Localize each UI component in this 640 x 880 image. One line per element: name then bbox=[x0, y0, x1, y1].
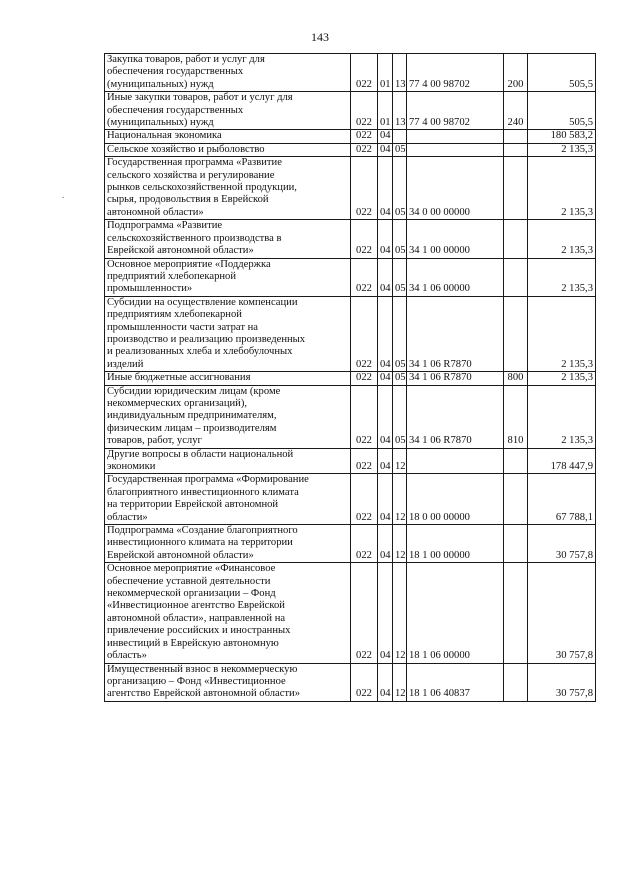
amount-cell: 178 447,9 bbox=[528, 448, 596, 474]
expense-type-cell: 800 bbox=[504, 372, 528, 385]
table-row bbox=[105, 372, 596, 385]
target-article-cell bbox=[407, 448, 504, 474]
scan-mark: . bbox=[62, 190, 65, 200]
target-article-cell: 34 1 00 00000 bbox=[407, 220, 504, 258]
table-row bbox=[105, 474, 596, 525]
target-article-cell: 77 4 00 98702 bbox=[407, 92, 504, 130]
amount-cell: 505,5 bbox=[528, 92, 596, 130]
amount-cell: 2 135,3 bbox=[528, 296, 596, 371]
dept-code-cell: 022 bbox=[351, 296, 378, 371]
section-code-cell: 04 bbox=[378, 143, 393, 156]
table-row bbox=[105, 296, 596, 371]
page-number: 143 bbox=[311, 30, 329, 44]
dept-code-cell: 022 bbox=[351, 563, 378, 663]
subsection-code-cell: 12 bbox=[393, 563, 407, 663]
expense-type-cell bbox=[504, 143, 528, 156]
item-name-cell: Подпрограмма «Создание благоприятного инвестиционного климата на территории Еврейской автономной области» bbox=[105, 525, 351, 563]
table-row bbox=[105, 663, 596, 701]
amount-cell: 2 135,3 bbox=[528, 157, 596, 220]
target-article-cell: 34 1 06 R7870 bbox=[407, 372, 504, 385]
dept-code-cell: 022 bbox=[351, 385, 378, 448]
target-article-cell: 18 1 06 00000 bbox=[407, 563, 504, 663]
section-code-cell: 04 bbox=[378, 372, 393, 385]
section-code-cell: 04 bbox=[378, 525, 393, 563]
amount-cell: 2 135,3 bbox=[528, 258, 596, 296]
budget-table-body bbox=[105, 54, 596, 702]
section-code-cell: 04 bbox=[378, 130, 393, 143]
section-code-cell: 04 bbox=[378, 220, 393, 258]
subsection-code-cell: 13 bbox=[393, 92, 407, 130]
section-code-cell: 04 bbox=[378, 385, 393, 448]
section-code-cell: 04 bbox=[378, 296, 393, 371]
target-article-cell: 18 1 06 40837 bbox=[407, 663, 504, 701]
subsection-code-cell: 05 bbox=[393, 220, 407, 258]
item-name-cell: Основное мероприятие «Поддержка предприятий хлебопекарной промышленности» bbox=[105, 258, 351, 296]
section-code-cell: 04 bbox=[378, 563, 393, 663]
target-article-cell: 18 0 00 00000 bbox=[407, 474, 504, 525]
amount-cell: 2 135,3 bbox=[528, 220, 596, 258]
subsection-code-cell: 13 bbox=[393, 54, 407, 92]
amount-cell: 30 757,8 bbox=[528, 563, 596, 663]
dept-code-cell: 022 bbox=[351, 448, 378, 474]
amount-cell: 505,5 bbox=[528, 54, 596, 92]
subsection-code-cell: 05 bbox=[393, 385, 407, 448]
table-row bbox=[105, 130, 596, 143]
amount-cell: 180 583,2 bbox=[528, 130, 596, 143]
subsection-code-cell: 12 bbox=[393, 474, 407, 525]
section-code-cell: 04 bbox=[378, 474, 393, 525]
item-name-cell: Подпрограмма «Развитие сельскохозяйственного производства в Еврейской автономной области» bbox=[105, 220, 351, 258]
expense-type-cell bbox=[504, 258, 528, 296]
expense-type-cell bbox=[504, 525, 528, 563]
amount-cell: 30 757,8 bbox=[528, 525, 596, 563]
expense-type-cell bbox=[504, 563, 528, 663]
target-article-cell: 34 1 06 R7870 bbox=[407, 296, 504, 371]
expense-type-cell bbox=[504, 448, 528, 474]
table-row bbox=[105, 157, 596, 220]
dept-code-cell: 022 bbox=[351, 143, 378, 156]
table-row bbox=[105, 448, 596, 474]
item-name-cell: Имущественный взнос в некоммерческую организацию – Фонд «Инвестиционное агентство Еврейской автономной области» bbox=[105, 663, 351, 701]
dept-code-cell: 022 bbox=[351, 54, 378, 92]
amount-cell: 2 135,3 bbox=[528, 143, 596, 156]
dept-code-cell: 022 bbox=[351, 220, 378, 258]
dept-code-cell: 022 bbox=[351, 372, 378, 385]
subsection-code-cell: 12 bbox=[393, 525, 407, 563]
expense-type-cell bbox=[504, 157, 528, 220]
subsection-code-cell: 05 bbox=[393, 157, 407, 220]
section-code-cell: 01 bbox=[378, 54, 393, 92]
target-article-cell bbox=[407, 143, 504, 156]
expense-type-cell bbox=[504, 474, 528, 525]
amount-cell: 2 135,3 bbox=[528, 372, 596, 385]
item-name-cell: Иные бюджетные ассигнования bbox=[105, 372, 351, 385]
amount-cell: 30 757,8 bbox=[528, 663, 596, 701]
table-row bbox=[105, 385, 596, 448]
item-name-cell: Субсидии юридическим лицам (кроме некоммерческих организаций), индивидуальным предпринимателям, физическим лицам – производителям товаров, работ, услуг bbox=[105, 385, 351, 448]
subsection-code-cell: 12 bbox=[393, 448, 407, 474]
item-name-cell: Иные закупки товаров, работ и услуг для обеспечения государственных (муниципальных) нужд bbox=[105, 92, 351, 130]
expense-type-cell: 200 bbox=[504, 54, 528, 92]
dept-code-cell: 022 bbox=[351, 92, 378, 130]
table-row bbox=[105, 220, 596, 258]
expense-type-cell bbox=[504, 663, 528, 701]
section-code-cell: 01 bbox=[378, 92, 393, 130]
item-name-cell: Субсидии на осуществление компенсации предприятиям хлебопекарной промышленности части затрат на производство и реализацию произведенных и реализованных хлеба и хлебобулочных изделий bbox=[105, 296, 351, 371]
section-code-cell: 04 bbox=[378, 258, 393, 296]
dept-code-cell: 022 bbox=[351, 525, 378, 563]
item-name-cell: Национальная экономика bbox=[105, 130, 351, 143]
item-name-cell: Государственная программа «Формирование благоприятного инвестиционного климата на территории Еврейской автономной области» bbox=[105, 474, 351, 525]
dept-code-cell: 022 bbox=[351, 157, 378, 220]
target-article-cell: 18 1 00 00000 bbox=[407, 525, 504, 563]
table-row bbox=[105, 143, 596, 156]
section-code-cell: 04 bbox=[378, 663, 393, 701]
item-name-cell: Сельское хозяйство и рыболовство bbox=[105, 143, 351, 156]
target-article-cell: 77 4 00 98702 bbox=[407, 54, 504, 92]
dept-code-cell: 022 bbox=[351, 474, 378, 525]
dept-code-cell: 022 bbox=[351, 663, 378, 701]
item-name-cell: Закупка товаров, работ и услуг для обеспечения государственных (муниципальных) нужд bbox=[105, 54, 351, 92]
subsection-code-cell: 12 bbox=[393, 663, 407, 701]
subsection-code-cell: 05 bbox=[393, 372, 407, 385]
expense-type-cell: 810 bbox=[504, 385, 528, 448]
target-article-cell bbox=[407, 130, 504, 143]
subsection-code-cell: 05 bbox=[393, 258, 407, 296]
budget-table bbox=[104, 53, 596, 702]
table-row bbox=[105, 563, 596, 663]
subsection-code-cell: 05 bbox=[393, 143, 407, 156]
table-row bbox=[105, 92, 596, 130]
expense-type-cell: 240 bbox=[504, 92, 528, 130]
dept-code-cell: 022 bbox=[351, 258, 378, 296]
target-article-cell: 34 0 00 00000 bbox=[407, 157, 504, 220]
target-article-cell: 34 1 06 00000 bbox=[407, 258, 504, 296]
expense-type-cell bbox=[504, 220, 528, 258]
item-name-cell: Другие вопросы в области национальной экономики bbox=[105, 448, 351, 474]
subsection-code-cell: 05 bbox=[393, 296, 407, 371]
dept-code-cell: 022 bbox=[351, 130, 378, 143]
table-row bbox=[105, 54, 596, 92]
expense-type-cell bbox=[504, 296, 528, 371]
subsection-code-cell bbox=[393, 130, 407, 143]
section-code-cell: 04 bbox=[378, 157, 393, 220]
target-article-cell: 34 1 06 R7870 bbox=[407, 385, 504, 448]
section-code-cell: 04 bbox=[378, 448, 393, 474]
expense-type-cell bbox=[504, 130, 528, 143]
item-name-cell: Государственная программа «Развитие сельского хозяйства и регулирование рынков сельскохозяйственной продукции, сырья, продовольствия в Еврейской автономной области» bbox=[105, 157, 351, 220]
table-row bbox=[105, 525, 596, 563]
amount-cell: 67 788,1 bbox=[528, 474, 596, 525]
item-name-cell: Основное мероприятие «Финансовое обеспечение уставной деятельности некоммерческой организации – Фонд «Инвестиционное агентство Еврейской автономной области», направленной на привлечение российских и иностранных инвестиций в Еврейскую автономную область» bbox=[105, 563, 351, 663]
table-row bbox=[105, 258, 596, 296]
amount-cell: 2 135,3 bbox=[528, 385, 596, 448]
